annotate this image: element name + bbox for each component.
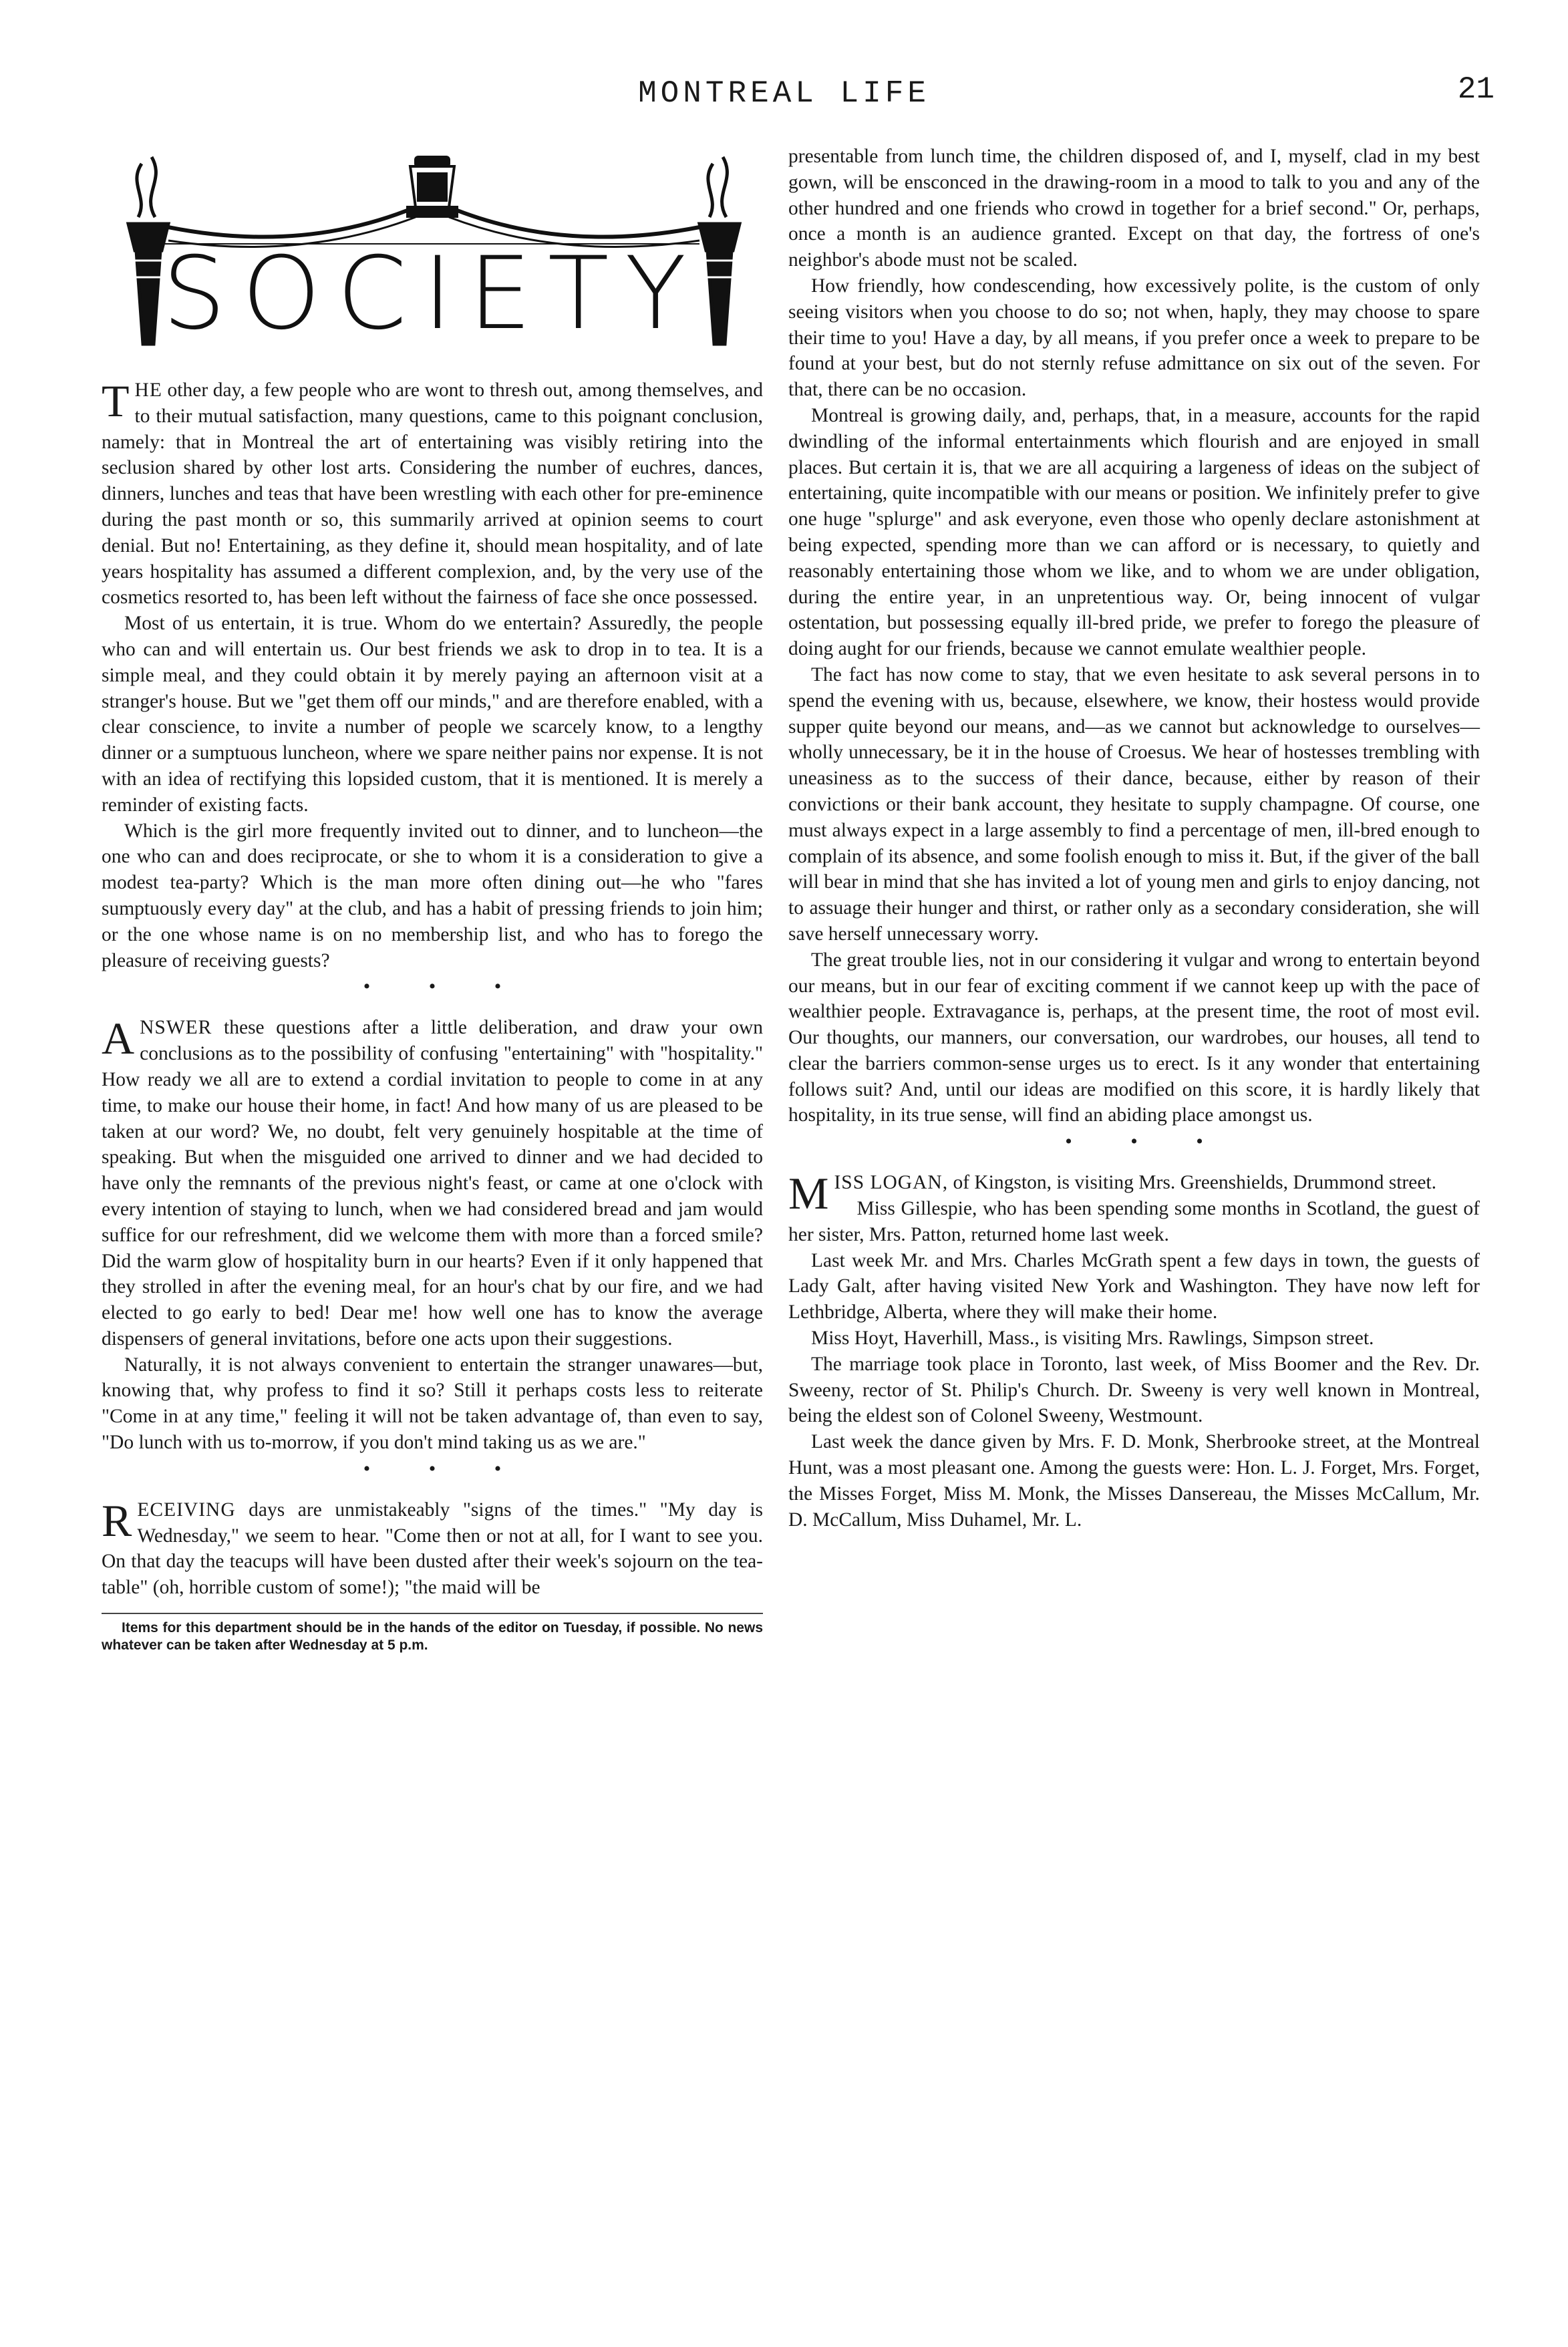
paragraph-text: these questions after a little deliberation, and draw your own conclusions as to the possibility of confusing "entertaining" with "hospitality." How ready we all are to extend a cordial invitation to people to come in at any time, to make our house their home, in fact! And how many of us are pleased to be taken at our word? We, no doubt, felt very genuinely hospitable at the time of speaking. But when the misguided one arrived to dinner and we had decided to have only the remnants of the previous night's feast, or came at one o'clock with every intention of staying to lunch, when we had considered bread and jam would suffice for our refreshment, did we welcome them with more than a forced smile? Did the warm glow of hospitality burn in our hearts? Even if it only happened that they strolled in after the evening meal, for an hour's chat by our fire, and we had elected to go early to bed! Dear me! how well one has to know the average dispensers of general invitations, before one acts upon their suggestions. [102, 1017, 763, 1350]
urn-icon [408, 157, 457, 216]
answer-paragraph [102, 1015, 763, 1352]
page-number: 21 [1457, 72, 1495, 107]
paragraph: Naturally, it is not always convenient to entertain the stranger unawares—but, knowing that, why profess to find it so? Still it perhaps costs less to reiterate "Come in at any time," feeling it will not be taken advantage of, than even to say, "Do lunch with us to-morrow, if you don't mind taking us as we are." [102, 1354, 763, 1454]
editorial-footnote: Items for this department should be in the hands of the editor on Tuesday, if possible. No news whatever can be taken after Wednesday at 5 p.m. [102, 1613, 763, 1654]
social-note: Last week Mr. and Mrs. Charles McGrath spent a few days in town, the guests of Lady Galt, after having visited New York and Washington. They have now left for Lethbridge, Alberta, where they will make their home. [788, 1249, 1480, 1323]
paragraph: Which is the girl more frequently invited out to dinner, and to luncheon—the one who can and does reciprocate, or she to whom it is a consideration to give a modest tea-party? Which is the man more often dining out—he who "fares sumptuously every day" at the club, and has a habit of pressing friends to join him; or the one whose name is on no membership list, and who has to forego the pleasure of receiving guests? [102, 820, 763, 971]
intro-paragraph [102, 377, 763, 611]
section-separator: • • • [1065, 1130, 1230, 1153]
section-separator: • • • [363, 975, 528, 998]
society-banner [102, 144, 763, 371]
drop-cap: A [102, 1013, 135, 1064]
smallcaps-lead: ISS LOGAN, [834, 1172, 949, 1194]
paragraph: presentable from lunch time, the children disposed of, and I, myself, clad in my best gown, will be ensconced in the drawing-room in a mood to talk to you and any of the other hundred and one friends who crowd in together for a brief second." Or, perhaps, once a month is an audience granted. Except on that day, the fortress of one's neighbor's abode must not be scaled. [788, 146, 1480, 271]
drop-cap: T [102, 375, 130, 426]
left-column [102, 144, 763, 1654]
receiving-paragraph [102, 1497, 763, 1601]
social-note: Miss Hoyt, Haverhill, Mass., is visiting Mrs. Rawlings, Simpson street. [811, 1327, 1374, 1350]
society-heading: SOCIETY [162, 236, 703, 352]
paragraph-text: other day, a few people who are wont to thresh out, among themselves, and to their mutual satisfaction, many questions, came to this poignant conclusion, namely: that in Montreal the art of entertaining was visibly retiring into the seclusion shared by other lost arts. Considering the number of euchres, dances, dinners, lunches and teas that have been wrestling with each other for pre-eminence during the past month or so, this summarily arrived at opinion seems to court denial. But no! Entertaining, as they define it, should mean hospitality, and of late years hospitality has assumed a different complexion, and, by the very use of the cosmetics resorted to, has been left without the fairness of face she once possessed. [102, 379, 763, 609]
paragraph: Most of us entertain, it is true. Whom do we entertain? Assuredly, the people who can and will entertain us. Our best friends we ask to drop in to tea. It is a simple meal, and they could obtain it by merely paying an afternoon visit at a stranger's house. But we "get them off our minds," and are therefore enabled, with a clear conscience, to invite a number of people we scarcely know, to a lengthy dinner or a sumptuous luncheon, where we spare neither pains nor expense. It is not with an idea of rectifying this lopsided custom, that it is mentioned. It is merely a reminder of existing facts. [102, 613, 763, 816]
right-column [788, 144, 1480, 1533]
paragraph: Montreal is growing daily, and, perhaps, that, in a measure, accounts for the rapid dwindling of the informal entertainments which flourish and are enjoyed in small places. But certain it is, that we are all acquiring a largeness of ideas on the subject of entertaining, quite incompatible with our means or position. We infinitely prefer to give one huge "splurge" and ask everyone, even those who openly declare astonishment at being expected, spending more than we can afford or is necessary, to quietly and reasonably entertaining those whom we like, and to whom we are under obligation, during the entire year, in an unpretentious way. Or, being innocent of vulgar ostentation, but possessing equally ill-bred pride, we prefer to forego the pleasure of doing aught for our friends, because we cannot emulate wealthier people. [788, 404, 1480, 660]
smallcaps-lead: NSWER [140, 1017, 212, 1039]
paragraph: How friendly, how condescending, how excessively polite, is the custom of only seeing visitors when you choose to do so; not when, haply, they may choose to spare their time to you! Have a day, by all means, if you prefer once a week to prepare to be found at your best, but do not sternly refuse admittance on six out of the seven. For that, there can be no occasion. [788, 275, 1480, 401]
paragraph-text: days are unmistakeably "signs of the times." "My day is Wednesday," we seem to hear. "Come then or not at all, for I want to see you. On that day the teacups will have been dusted after their week's sojourn on the tea-table" (oh, horrible custom of some!); "the maid will be [102, 1499, 763, 1599]
social-note: Miss Gillespie, who has been spending some months in Scotland, the guest of her sister, Mrs. Patton, returned home last week. [788, 1198, 1480, 1245]
paragraph-text: of Kingston, is visiting Mrs. Greenshields, Drummond street. [948, 1172, 1436, 1194]
social-note: Last week the dance given by Mrs. F. D. Monk, Sherbrooke street, at the Montreal Hunt, was a most pleasant one. Among the guests were: Hon. L. J. Forget, Mrs. Forget, the Misses Forget, Miss M. Monk, the Misses Dansereau, the Misses McCallum, Mr. D. McCallum, Miss Duhamel, Mr. L. [788, 1431, 1480, 1531]
section-separator: • • • [363, 1457, 528, 1480]
running-head [0, 72, 1568, 126]
smallcaps-lead: HE [134, 379, 162, 401]
smallcaps-lead: ECEIVING [137, 1499, 236, 1521]
social-note-paragraph [788, 1168, 1480, 1219]
drop-cap: R [102, 1495, 132, 1546]
paragraph: The fact has now come to stay, that we even hesitate to ask several persons in to spend the evening with us, because, elsewhere, we know, their hostess would provide supper quite beyond our means, and—as we cannot but acknowledge to ourselves—wholly unnecessary, be it in the house of Croesus. We hear of hostesses trembling with uneasiness as to the success of their dance, because, either by reason of their convictions or their bank account, they hesitate to supply champagne. Of course, one must always expect in a large assembly to find a percentage of men, ill-bred enough to complain of its absence, and some foolish enough to miss it. But, if the giver of the ball will bear in mind that she has invited a lot of young men and girls to enjoy dancing, not to assuage their hunger and thirst, or rather only as a secondary consideration, she will save herself unnecessary worry. [788, 663, 1480, 945]
paragraph: The great trouble lies, not in our considering it vulgar and wrong to entertain beyond our means, but in our fear of exciting comment if we cannot keep up with the pace of wealthier people. Extravagance is, perhaps, at the present time, the root of most evil. Our thoughts, our manners, our conversation, our wardrobes, our houses, all tend to clear the barriers common-sense urges us to erect. Is it any wonder that entertaining follows suit? And, until our ideas are modified on this score, it is hardly likely that hospitality, in its true sense, will find an abiding place amongst us. [788, 949, 1480, 1126]
masthead: MONTREAL LIFE [638, 76, 930, 111]
drop-cap: M [788, 1168, 829, 1219]
social-note: The marriage took place in Toronto, last week, of Miss Boomer and the Rev. Dr. Sweeny, rector of St. Philip's Church. Dr. Sweeny is very well known in Montreal, being the eldest son of Colonel Sweeny, Westmount. [788, 1353, 1480, 1427]
